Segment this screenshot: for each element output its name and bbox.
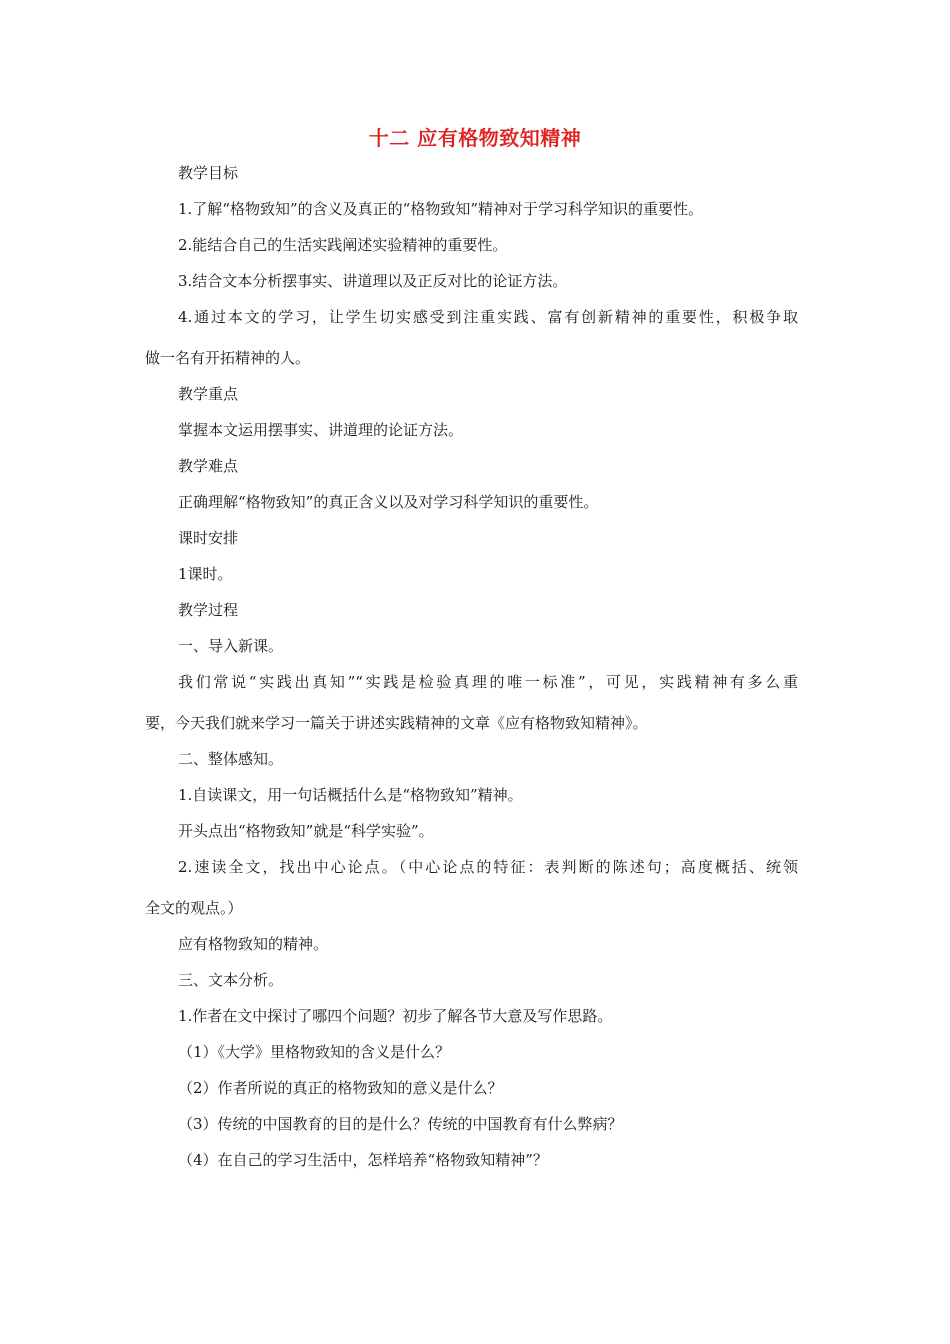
section-3-heading: 三、文本分析。 — [178, 971, 284, 989]
intro-paragraph: 我们常说“实践出真知”“实践是检验真理的唯一标准”，可见，实践精神有多么重 — [178, 673, 798, 691]
section-2-heading: 二、整体感知。 — [178, 750, 284, 768]
objective-4: 4.通过本文的学习，让学生切实感受到注重实践、富有创新精神的重要性，积极争取 — [178, 308, 798, 326]
sub-question-3: （3）传统的中国教育的目的是什么？传统的中国教育有什么弊病？ — [178, 1115, 623, 1133]
schedule-text: 1课时。 — [178, 565, 233, 583]
sub-question-2: （2）作者所说的真正的格物致知的意义是什么？ — [178, 1079, 503, 1097]
task-1: 1.自读课文，用一句话概括什么是“格物致知”精神。 — [178, 786, 523, 804]
document-title: 十二 应有格物致知精神 — [368, 126, 582, 150]
task-1-answer: 开头点出“格物致知”就是“科学实验”。 — [178, 822, 434, 840]
objective-2: 2.能结合自己的生活实践阐述实验精神的重要性。 — [178, 236, 508, 254]
objective-1: 1.了解“格物致知”的含义及真正的“格物致知”精神对于学习科学知识的重要性。 — [178, 200, 703, 218]
task-2-answer: 应有格物致知的精神。 — [178, 935, 329, 953]
analysis-question: 1.作者在文中探讨了哪四个问题？初步了解各节大意及写作思路。 — [178, 1007, 613, 1025]
sub-question-4: （4）在自己的学习生活中，怎样培养“格物致知精神”？ — [178, 1151, 548, 1169]
task-2-continued: 全文的观点。） — [145, 899, 243, 917]
key-points-text: 掌握本文运用摆事实、讲道理的论证方法。 — [178, 421, 464, 439]
section-1-heading: 一、导入新课。 — [178, 637, 284, 655]
heading-process: 教学过程 — [178, 601, 239, 619]
objective-3: 3.结合文本分析摆事实、讲道理以及正反对比的论证方法。 — [178, 272, 568, 290]
intro-paragraph-continued: 要，今天我们就来学习一篇关于讲述实践精神的文章《应有格物致知精神》。 — [145, 714, 648, 732]
difficulties-text: 正确理解“格物致知”的真正含义以及对学习科学知识的重要性。 — [178, 493, 599, 511]
sub-question-1: （1）《大学》里格物致知的含义是什么？ — [178, 1043, 451, 1061]
objective-4-continued: 做一名有开拓精神的人。 — [145, 349, 311, 367]
heading-teaching-objectives: 教学目标 — [178, 164, 239, 182]
heading-difficulties: 教学难点 — [178, 457, 239, 475]
heading-key-points: 教学重点 — [178, 385, 239, 403]
task-2: 2.速读全文，找出中心论点。（中心论点的特征：表判断的陈述句；高度概括、统领 — [178, 858, 798, 876]
heading-schedule: 课时安排 — [178, 529, 239, 547]
